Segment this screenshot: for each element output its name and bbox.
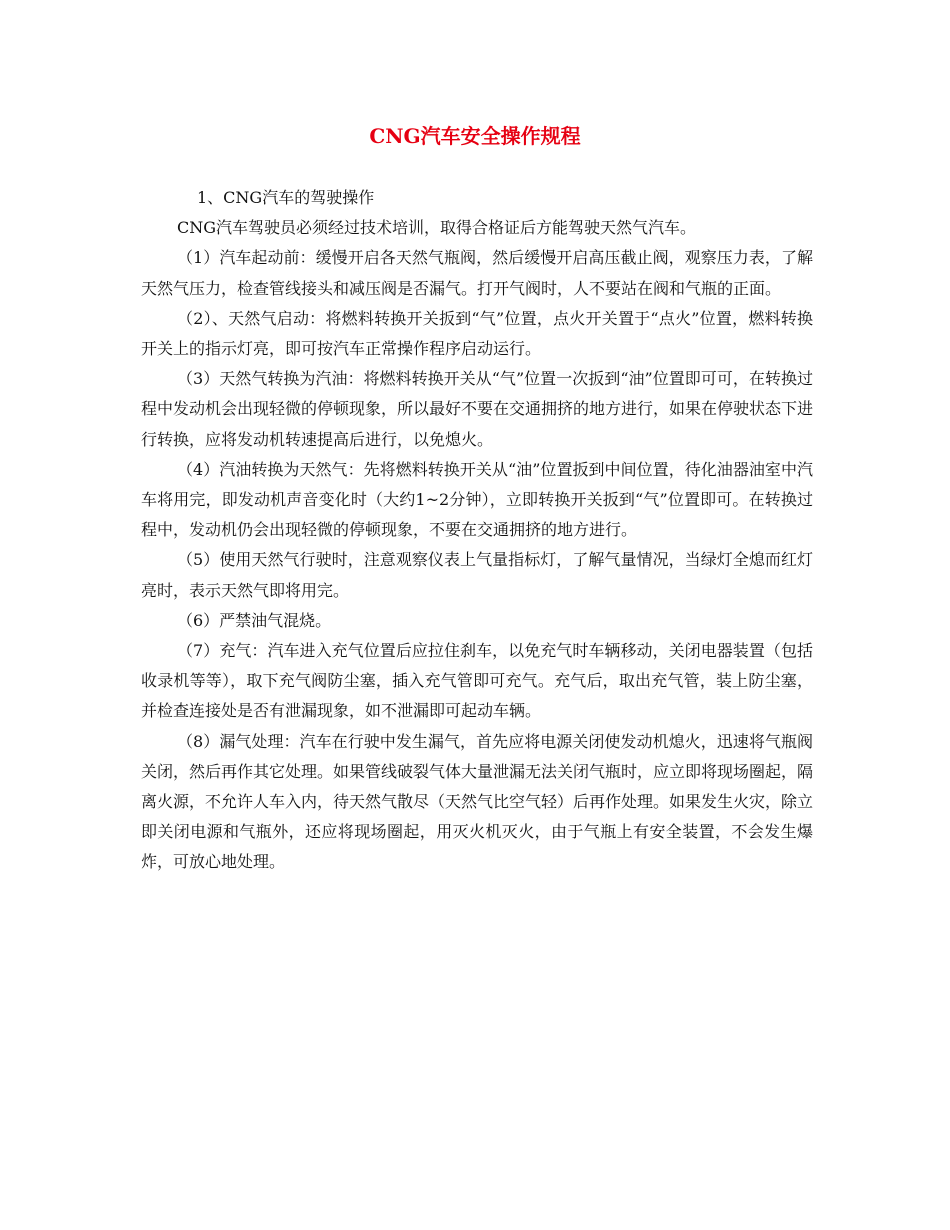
paragraph-item-7: （7）充气：汽车进入充气位置后应拉住刹车，以免充气时车辆移动，关闭电器装置（包括收录机等等），取下充气阀防尘塞，插入充气管即可充气。充气后，取出充气管，装上防尘塞，并检查连接处是否有泄漏现象，如不泄漏即可起动车辆。 [141,641,813,721]
document-body [141,183,813,878]
paragraph-item-6: （6）严禁油气混烧。 [177,610,332,630]
paragraph-item-2: （2）、天然气启动：将燃料转换开关扳到“气”位置，点火开关置于“点火”位置，燃料转换开关上的指示灯亮，即可按汽车正常操作程序启动运行。 [141,308,813,359]
paragraph-item-3: （3）天然气转换为汽油：将燃料转换开关从“气”位置一次扳到“油”位置即可可，在转换过程中发动机会出现轻微的停顿现象，所以最好不要在交通拥挤的地方进行，如果在停驶状态下进行转换，应将发动机转速提高后进行，以免熄火。 [141,369,814,449]
section-heading: 1、CNG汽车的驾驶操作 [197,188,375,207]
paragraph-intro: CNG汽车驾驶员必须经过技术培训，取得合格证后方能驾驶天然气汽车。 [177,218,697,238]
paragraph-item-4: （4）汽油转换为天然气：先将燃料转换开关从“油”位置扳到中间位置，待化油器油室中汽车将用完，即发动机声音变化时（大约1~2分钟），立即转换开关扳到“气”位置即可。在转换过程中，发动机仍会出现轻微的停顿现象，不要在交通拥挤的地方进行。 [141,459,813,540]
page-title: CNG汽车安全操作规程 [369,124,581,148]
paragraph-item-1: （1）汽车起动前：缓慢开启各天然气瓶阀，然后缓慢开启高压截止阀，观察压力表，了解天然气压力，检查管线接头和减压阀是否漏气。打开气阀时，人不要站在阀和气瓶的正面。 [141,248,813,298]
paragraph-item-8: （8）漏气处理：汽车在行驶中发生漏气，首先应将电源关闭使发动机熄火，迅速将气瓶阀关闭，然后再作其它处理。如果管线破裂气体大量泄漏无法关闭气瓶时，应立即将现场圈起，隔离火源，不允许人车入内，待天然气散尽（天然气比空气轻）后再作处理。如果发生火灾，除立即关闭电源和气瓶外，还应将现场圈起，用灭火机灭火，由于气瓶上有安全装置，不会发生爆炸，可放心地处理。 [141,731,814,872]
paragraph-item-5: （5）使用天然气行驶时，注意观察仪表上气量指标灯，了解气量情况，当绿灯全熄而红灯亮时，表示天然气即将用完。 [141,550,813,600]
